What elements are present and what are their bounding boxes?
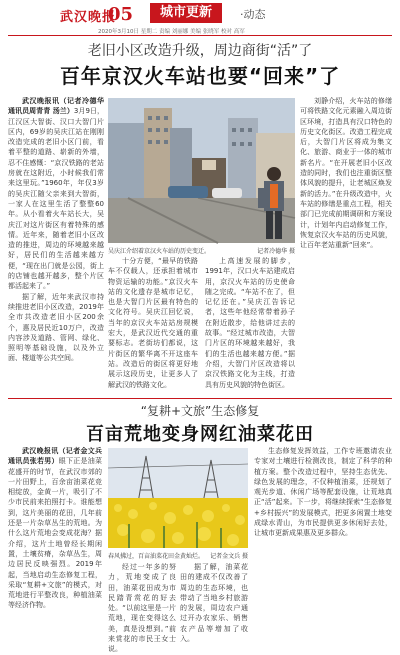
article2-column-1 bbox=[8, 446, 102, 622]
header-rule bbox=[8, 35, 392, 36]
article1-column-2 bbox=[108, 256, 198, 396]
article1-caption-bar bbox=[108, 246, 295, 255]
article1-column-3 bbox=[205, 256, 295, 396]
dateline: 2020年3月10日 星期二 责编 刘丽娜 美编 张晓军 校对 高军 bbox=[98, 29, 245, 35]
article-divider bbox=[8, 398, 392, 399]
article1-col1-text2: 据了解，近年来武汉市持续推进老旧小区改造，2019年全市共改造老旧小区200余个，惠及居民近10万户，改造内容涉及道路、管网、绿化、照明等基础设施，以及外立面、楼道等公共空间。 bbox=[8, 292, 104, 363]
masthead bbox=[0, 0, 400, 26]
subsection-title: ·动态 bbox=[240, 8, 266, 21]
article1-col1-text: 3月9日，江汉区大智街、汉口大智门片区内，69岁的吴庆江站在刚刚改造完成的老旧小区门前，看着平整的道路、崭新的外墙，忍不住感慨：“京汉铁路的老站房就在这附近，小时候我们常来这里玩。”1960年，年仅3岁的吴庆江随父亲来到大智街，一家人在这里生活了整整60年。从小看着火车站长大，吴庆江对这片街区有着特殊的感情。近年来，随着老旧小区改造的推进，周边的环境越来越好，居民们的生活越来越方便，“现在出门就是公园，街上的店铺也越开越多，整个片区都活起来了。” bbox=[8, 107, 104, 291]
article2-byline: 武汉晚报讯（记者金文兵 通讯员张若男） bbox=[8, 447, 102, 466]
article2-top-headline: “复耕+文旅”生态修复 bbox=[140, 404, 260, 418]
article2-photo-credit: 记者金文兵 摄 bbox=[210, 553, 248, 560]
article2-main-headline: 百亩荒地变身网红油菜花田 bbox=[86, 424, 314, 445]
article1-photo-caption: 吴庆江介绍着京汉火车站的历史变迁。 bbox=[108, 248, 211, 255]
article2-col1-text: 眼下正是油菜花盛开的时节，在武汉市郊的一片田野上，百余亩油菜花竞相绽放，金黄一片，吸引了不少市民前来拍照打卡。谁能想到，这片美丽的花田，几年前还是一片杂草丛生的荒地。为什么这片荒地会变成花海？据介绍，这片土地曾经长期闲置，土壤贫瘠，杂草丛生，周边居民反映强烈。2019年起，当地启动生态修复工程，采取“复耕+文旅”的模式，对荒地进行平整改良，种植油菜等经济作物。 bbox=[8, 457, 102, 610]
article1-photo bbox=[108, 98, 295, 243]
article2-column-3 bbox=[180, 562, 248, 644]
article2-col3-text: 据了解，油菜花田的建成不仅改善了周边的生态环境，也带动了当地乡村旅游的发展，周边农户通过开办农家乐、销售农产品等增加了收入。 bbox=[180, 563, 248, 644]
article2-photo bbox=[108, 448, 248, 548]
article1-column-4 bbox=[300, 96, 392, 396]
article1-photo-credit: 记者冷德华 摄 bbox=[257, 248, 295, 255]
article1-top-headline: 老旧小区改造升级，周边商街“活”了 bbox=[87, 43, 313, 59]
article1-column-1 bbox=[8, 96, 104, 396]
article2-caption-bar bbox=[108, 551, 248, 560]
article2-photo-caption: 春风拂过，百亩油菜花田金黄灿烂。 bbox=[108, 553, 205, 560]
newspaper-brand: 武汉晚报 bbox=[60, 10, 117, 25]
article2-col4-text: 生态修复发挥效益，工作专班邀请农业专家对土壤进行检测改良，制定了科学的种植方案。整个改造过程中，坚持生态优先、绿色发展的理念，不仅种植油菜，还规划了观光步道、休闲广场等配套设施，让荒地真正“活”起来。下一步，将继续探索“生态修复+乡村振兴”的发展模式，把更多闲置土地变成绿水青山，为市民提供更多休闲好去处，让城市更新成果惠及更多群众。 bbox=[254, 447, 392, 538]
article1-col2-text: 十分方便，“最早的铁路车不仅载人，还承担着城市物资运输的功能。”京汉火车站的文化遗存是城市记忆，也是大智门片区最有特色的文化符号。吴庆江回忆说，当年的京汉火车站站房规模宏大，是武汉近代交通的重要标志。老街坊们都说，这片街区的繁华离不开这座车站。改造后的街区将更好地展示这段历史，让更多人了解武汉的铁路文化。 bbox=[108, 257, 198, 389]
section-title: 城市更新 bbox=[150, 3, 222, 23]
page-number: 05 bbox=[108, 4, 134, 25]
article2-col2-text: 经过一年多的努力，荒地变成了良田，油菜花田成为市民踏青赏花的好去处。“以前这里是一片荒地，现在变得这么美，真是没想到。”前来赏花的市民王女士说。 bbox=[108, 563, 176, 654]
article1-byline: 武汉晚报讯（记者冷德华 通讯员周青青 汤兰） bbox=[8, 97, 104, 116]
rapeseed-field-illustration bbox=[108, 448, 248, 548]
street-scene-illustration bbox=[108, 98, 295, 243]
article1-main-headline: 百年京汉火车站也要“回来”了 bbox=[59, 64, 341, 88]
article2-column-2 bbox=[108, 562, 176, 654]
article1-col4-text: 刘静介绍，火车站的修缮可将铁路文化元素融入周边街区环境，打造具有汉口特色的历史文化街区。改造工程完成后，大智门片区将成为集文化、旅游、商业于一体的城市新名片。“在开展老旧小区改造的同时，我们也注重街区整体风貌的提升，让老城区焕发新的活力。”在升级改造中，火车站的修缮是重点工程，相关部门已完成前期调研和方案设计，计划年内启动修复工作，恢复京汉火车站的历史风貌，让百年老站重新“回来”。 bbox=[300, 97, 392, 250]
article1-col3-text: 上高速发展的脚步，1991年，汉口火车站建成启用，京汉火车站的历史使命随之完成。“车站不在了，但记忆还在。”吴庆江告诉记者，这些年他经常带着孙子在附近散步，给他讲过去的故事。“经过城市改造，大智门片区的环境越来越好，我们的生活也越来越方便。”据介绍，大智门片区改造将以京汉铁路文化为主线，打造具有历史风貌的特色街区。 bbox=[205, 257, 295, 389]
article2-column-4 bbox=[254, 446, 392, 622]
